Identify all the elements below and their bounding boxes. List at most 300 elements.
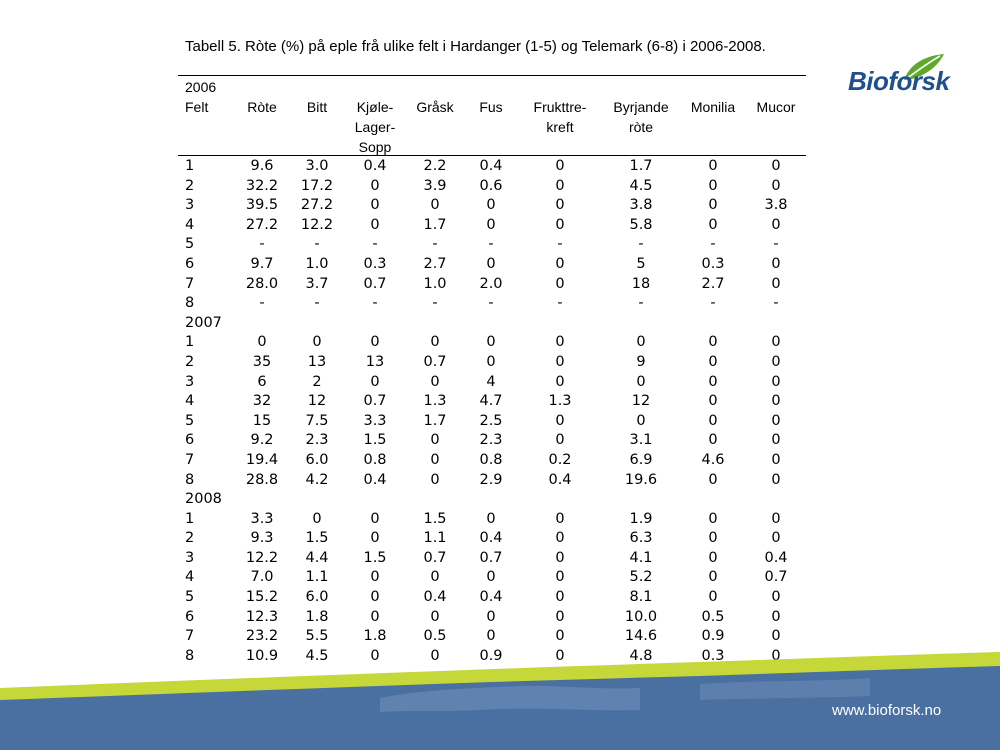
table-cell: 0 [430, 373, 440, 390]
table-cell: 7 [185, 451, 195, 468]
table-cell: 0 [370, 510, 380, 527]
column-grask [405, 157, 465, 666]
table-cell: 9.2 [250, 432, 274, 449]
header-line: Lager- [354, 119, 396, 135]
header-line: Monilia [690, 99, 736, 115]
header-line: Gråsk [416, 99, 454, 115]
column-fus [465, 157, 517, 666]
table-caption: Tabell 5. Ròte (%) på eple frå ulike felt i Hardanger (1-5) og Telemark (6-8) i 2006-2008. [185, 38, 766, 55]
table-cell: 0 [708, 334, 718, 351]
table-cell: 0 [370, 334, 380, 351]
table-cell: 0 [486, 353, 496, 370]
table-cell: 0 [555, 589, 565, 606]
table-cell: 8.1 [629, 589, 653, 606]
table-cell: 6.9 [629, 451, 653, 468]
table-cell: 0.3 [701, 647, 725, 664]
table-cell: - [259, 295, 265, 312]
table-cell: 0 [430, 197, 440, 214]
table-cell: 2 [185, 530, 195, 547]
table-cell: 7.5 [305, 412, 329, 429]
table-cell: 2008 [185, 491, 222, 508]
table-cell: 2 [185, 353, 195, 370]
table-cell: 1.5 [305, 530, 329, 547]
table-cell: 0.4 [479, 589, 503, 606]
table-cell: 1.8 [305, 608, 329, 625]
table-cell: 0.7 [363, 275, 387, 292]
header-mucor [748, 97, 804, 117]
table-cell: 0 [486, 628, 496, 645]
table-cell: 1 [185, 510, 195, 527]
table-cell: 3.8 [764, 197, 788, 214]
table-cell: 4.4 [305, 549, 329, 566]
table-cell: 0 [430, 569, 440, 586]
table-cell: 0 [771, 432, 781, 449]
header-bitt [290, 97, 344, 117]
table-cell: 1.3 [548, 393, 572, 410]
table-cell: 0.3 [701, 255, 725, 272]
table-cell: - [314, 295, 320, 312]
table-cell [600, 314, 682, 334]
table-cell: - [488, 295, 494, 312]
table-cell: 0.7 [423, 353, 447, 370]
table-cell: 0 [555, 569, 565, 586]
table-cell: 0 [555, 197, 565, 214]
table-cell: 1.1 [423, 530, 447, 547]
table-cell: 0 [257, 334, 267, 351]
header-line: Bitt [306, 99, 328, 115]
table-cell: 0.7 [423, 549, 447, 566]
table-cell: 2 [185, 177, 195, 194]
bioforsk-logo [848, 52, 958, 102]
table-cell: 1.7 [423, 216, 447, 233]
table-cell: 1.7 [423, 412, 447, 429]
table-cell: - [710, 295, 716, 312]
table-cell: 32.2 [245, 177, 279, 194]
table-cell: 23.2 [245, 628, 279, 645]
table-cell: 4.5 [629, 177, 653, 194]
table-cell: 0 [555, 177, 565, 194]
table-cell: 0 [771, 647, 781, 664]
table-cell: 1.5 [363, 549, 387, 566]
table-cell: 27.2 [245, 216, 279, 233]
table-cell: 0 [708, 530, 718, 547]
table-cell: 4.1 [629, 549, 653, 566]
header-top-rule [178, 75, 806, 76]
table-cell: 3.9 [423, 177, 447, 194]
table-cell: 0 [555, 373, 565, 390]
table-cell: 0 [555, 353, 565, 370]
table-cell: 9.7 [250, 255, 274, 272]
table-cell: 0 [370, 647, 380, 664]
table-cell: 0 [555, 530, 565, 547]
table-cell: 9.6 [250, 158, 274, 174]
table-cell: 6 [185, 432, 195, 449]
table-cell: 0 [708, 393, 718, 410]
table-cell: 0.7 [363, 393, 387, 410]
table-cell: 4 [486, 373, 496, 390]
table-cell: 27.2 [300, 197, 334, 214]
table-cell: 0 [555, 158, 565, 174]
table-cell: 0 [771, 275, 781, 292]
table-cell [290, 490, 344, 510]
column-frukttrekreft [520, 157, 600, 666]
header-fus [465, 97, 517, 117]
table-cell: 6 [185, 255, 195, 272]
table-cell: 0 [555, 549, 565, 566]
table-cell: 1 [185, 334, 195, 351]
table-cell: 13 [365, 353, 385, 370]
table-cell: 0 [430, 608, 440, 625]
table-cell: - [638, 295, 644, 312]
table-cell: 0.2 [548, 451, 572, 468]
table-cell: 0 [555, 608, 565, 625]
table-cell: 0 [771, 393, 781, 410]
table-cell: 0.7 [764, 569, 788, 586]
table-cell: 4.8 [629, 647, 653, 664]
table-cell: 0 [708, 412, 718, 429]
table-cell: 0 [370, 589, 380, 606]
table-cell: 6.0 [305, 589, 329, 606]
table-cell: - [557, 295, 563, 312]
table-cell [290, 314, 344, 334]
table-cell: 15 [252, 412, 272, 429]
table-cell [405, 490, 465, 510]
table-cell [748, 314, 804, 334]
table-cell: 3.1 [629, 432, 653, 449]
table-cell: 0 [370, 177, 380, 194]
table-cell: 0 [708, 589, 718, 606]
table-cell: 6 [185, 608, 195, 625]
table-cell: 0.7 [479, 549, 503, 566]
table-cell: 10.9 [245, 647, 279, 664]
table-cell: 0.8 [363, 451, 387, 468]
table-cell: 0 [430, 451, 440, 468]
table-cell: 9 [636, 353, 646, 370]
table-cell: 0 [486, 569, 496, 586]
table-cell: 9.3 [250, 530, 274, 547]
table-cell: 5.2 [629, 569, 653, 586]
table-cell: 3 [185, 549, 195, 566]
table-cell: 2.2 [423, 158, 447, 174]
table-cell: 0.4 [479, 530, 503, 547]
table-cell: 0 [771, 373, 781, 390]
table-cell: 12.2 [300, 216, 334, 233]
table-cell: 0 [555, 432, 565, 449]
table-cell: 2.9 [479, 471, 503, 488]
table-cell [230, 490, 294, 510]
table-cell: 0.9 [479, 647, 503, 664]
header-bottom-rule [178, 155, 806, 156]
table-cell: 32 [252, 393, 272, 410]
table-cell: 0 [771, 530, 781, 547]
table-cell: 1.3 [423, 393, 447, 410]
table-cell [520, 490, 600, 510]
column-rote [230, 157, 294, 666]
table-cell: - [432, 236, 438, 253]
table-cell: 4 [185, 393, 195, 410]
table-cell: 7 [185, 628, 195, 645]
table-cell: 12.2 [245, 549, 279, 566]
table-cell: - [710, 236, 716, 253]
table-cell: 0 [771, 589, 781, 606]
table-cell: 19.4 [245, 451, 279, 468]
table-cell: 13 [307, 353, 327, 370]
table-cell: 5 [185, 412, 195, 429]
table-cell: - [372, 295, 378, 312]
table-cell [748, 490, 804, 510]
table-cell: 0.4 [764, 549, 788, 566]
table-cell: 39.5 [245, 197, 279, 214]
table-cell: - [372, 236, 378, 253]
table-cell: 2 [312, 373, 322, 390]
table-cell: - [488, 236, 494, 253]
table-cell [345, 490, 405, 510]
table-cell: 14.6 [624, 628, 658, 645]
table-cell: 0 [771, 628, 781, 645]
table-cell: 0 [486, 255, 496, 272]
table-cell: 0 [430, 471, 440, 488]
table-cell: 0 [771, 412, 781, 429]
table-cell: 12.3 [245, 608, 279, 625]
table-cell: 6 [257, 373, 267, 390]
table-cell: 0 [771, 451, 781, 468]
header-byrjande-rote [600, 97, 682, 137]
table-cell: 2007 [185, 314, 222, 331]
table-cell: 0 [312, 334, 322, 351]
table-cell: 0 [708, 373, 718, 390]
table-cell: 5 [185, 589, 195, 606]
table-cell: 0 [486, 334, 496, 351]
table-cell: 4.5 [305, 647, 329, 664]
table-cell: 0 [771, 177, 781, 194]
table-cell: 0 [430, 432, 440, 449]
table-cell: 1 [185, 158, 195, 174]
table-cell [230, 314, 294, 334]
table-cell: 3 [185, 197, 195, 214]
table-cell [405, 314, 465, 334]
table-cell: 4.2 [305, 471, 329, 488]
table-cell: 0 [771, 353, 781, 370]
table-cell: 0 [708, 353, 718, 370]
table-cell: 0.4 [548, 471, 572, 488]
table-cell: 0 [636, 334, 646, 351]
table-cell: 0 [708, 471, 718, 488]
table-cell: 6.3 [629, 530, 653, 547]
table-cell: 1.0 [305, 255, 329, 272]
column-monilia [682, 157, 744, 666]
column-byrjande-rote [600, 157, 682, 666]
table-cell: 8 [185, 647, 195, 664]
table-cell: - [557, 236, 563, 253]
table-cell: 0.4 [363, 471, 387, 488]
table-cell: 2.7 [701, 275, 725, 292]
table-cell: 0 [771, 255, 781, 272]
table-cell: 35 [252, 353, 272, 370]
table-cell: 0 [555, 255, 565, 272]
table-cell: 4 [185, 216, 195, 233]
table-cell: 0 [771, 334, 781, 351]
table-cell: 2.7 [423, 255, 447, 272]
table-cell: 0 [486, 216, 496, 233]
header-line: Ròte [247, 99, 277, 115]
table-cell: 18 [631, 275, 651, 292]
table-cell: 0 [636, 373, 646, 390]
table-cell: 10.0 [624, 608, 658, 625]
table-cell: 0.4 [423, 589, 447, 606]
table-cell: 0 [708, 197, 718, 214]
table-cell: 0 [555, 510, 565, 527]
table-cell: 3.8 [629, 197, 653, 214]
table-cell: 28.0 [245, 275, 279, 292]
table-cell [600, 490, 682, 510]
table-cell [682, 490, 744, 510]
table-cell: 5.8 [629, 216, 653, 233]
table-cell: 1.5 [423, 510, 447, 527]
table-cell: 0.9 [701, 628, 725, 645]
table-cell: 1.8 [363, 628, 387, 645]
table-cell [465, 490, 517, 510]
logo-wordmark: Bioforsk [848, 66, 950, 96]
table-cell: 0 [430, 334, 440, 351]
column-kjole-lager-sopp [345, 157, 405, 666]
table-cell: 28.8 [245, 471, 279, 488]
table-cell: 0 [555, 412, 565, 429]
table-cell [520, 314, 600, 334]
table-cell: 2.3 [305, 432, 329, 449]
table-cell: - [432, 295, 438, 312]
table-cell: 0.3 [363, 255, 387, 272]
header-grask [405, 97, 465, 117]
table-cell: 0 [708, 158, 718, 174]
table-cell: 4.6 [701, 451, 725, 468]
table-cell: 0 [771, 216, 781, 233]
table-cell: 8 [185, 471, 195, 488]
table-cell: 0.4 [363, 158, 387, 174]
table-cell: 0 [555, 275, 565, 292]
table-cell: 4.7 [479, 393, 503, 410]
header-monilia [682, 97, 744, 117]
table-cell: 5 [185, 236, 195, 253]
table-cell: 1.9 [629, 510, 653, 527]
table-cell: 5.5 [305, 628, 329, 645]
table-cell: 1.0 [423, 275, 447, 292]
table-cell: 1.5 [363, 432, 387, 449]
header-line: Mucor [756, 99, 796, 115]
table-cell: - [259, 236, 265, 253]
header-line: Felt [185, 99, 209, 115]
table-cell: 12 [307, 393, 327, 410]
table-cell: 0 [486, 197, 496, 214]
table-cell: 3.3 [363, 412, 387, 429]
table-cell: 3.3 [250, 510, 274, 527]
table-cell: 0 [555, 647, 565, 664]
header-line: Byrjande [613, 99, 669, 115]
table-cell: 4 [185, 569, 195, 586]
header-kjole-lager-sopp [345, 97, 405, 157]
table-cell: 0 [708, 177, 718, 194]
table-cell [682, 314, 744, 334]
header-line: Sopp [358, 139, 392, 155]
table-cell: 0 [771, 471, 781, 488]
table-cell: - [773, 295, 779, 312]
column-mucor [748, 157, 804, 666]
table-cell: 12 [631, 393, 651, 410]
table-cell: 6.0 [305, 451, 329, 468]
table-cell: 5 [636, 255, 646, 272]
header-line: Frukttre- [533, 99, 587, 115]
table-cell: 0 [708, 569, 718, 586]
table-cell: 0 [708, 549, 718, 566]
table-cell: 0 [486, 510, 496, 527]
table-cell: 0 [370, 569, 380, 586]
footer-url[interactable]: www.bioforsk.no [832, 702, 942, 719]
table-cell: 2.5 [479, 412, 503, 429]
table-cell: 0 [636, 412, 646, 429]
header-line: 2006 [185, 79, 217, 95]
table-cell: 0 [555, 628, 565, 645]
table-cell: 0 [771, 510, 781, 527]
table-cell: 3.7 [305, 275, 329, 292]
table-cell: 0 [486, 608, 496, 625]
table-cell: 7.0 [250, 569, 274, 586]
table-cell: 0 [370, 216, 380, 233]
table-cell: 0 [370, 197, 380, 214]
table-cell: 7 [185, 275, 195, 292]
table-cell: 3.0 [305, 158, 329, 174]
header-rote [230, 97, 294, 117]
header-line: ròte [628, 119, 654, 135]
table-cell: - [638, 236, 644, 253]
table-cell: 15.2 [245, 589, 279, 606]
table-cell: 0 [771, 608, 781, 625]
table-cell: 0 [708, 432, 718, 449]
table-cell: 0 [555, 216, 565, 233]
table-cell: 0 [708, 510, 718, 527]
table-cell: 0.6 [479, 177, 503, 194]
table-cell: 1.7 [629, 158, 653, 174]
table-cell: 2.0 [479, 275, 503, 292]
header-frukttrekreft [520, 97, 600, 137]
table-cell: 0.5 [701, 608, 725, 625]
table-cell: 0 [555, 334, 565, 351]
table-cell: 17.2 [300, 177, 334, 194]
table-cell: 0 [370, 373, 380, 390]
table-cell: 1.1 [305, 569, 329, 586]
footer-banner [0, 640, 1000, 750]
table-cell: 0 [312, 510, 322, 527]
table-cell: 0 [708, 216, 718, 233]
table-cell: 0.5 [423, 628, 447, 645]
table-cell: 2.3 [479, 432, 503, 449]
table-cell: 0.4 [479, 158, 503, 174]
table-cell: 0 [771, 158, 781, 174]
table-cell: - [314, 236, 320, 253]
table-cell: 0.8 [479, 451, 503, 468]
table-cell: 0 [370, 530, 380, 547]
table-cell: 19.6 [624, 471, 658, 488]
table-cell: 0 [370, 608, 380, 625]
table-cell: 8 [185, 295, 195, 312]
table-cell: 0 [430, 647, 440, 664]
table-cell [345, 314, 405, 334]
header-line: Kjøle- [356, 99, 394, 115]
table-cell: - [773, 236, 779, 253]
table-cell: 3 [185, 373, 195, 390]
header-line: kreft [546, 119, 574, 135]
column-bitt [290, 157, 344, 666]
header-line: Fus [479, 99, 503, 115]
table-cell [465, 314, 517, 334]
